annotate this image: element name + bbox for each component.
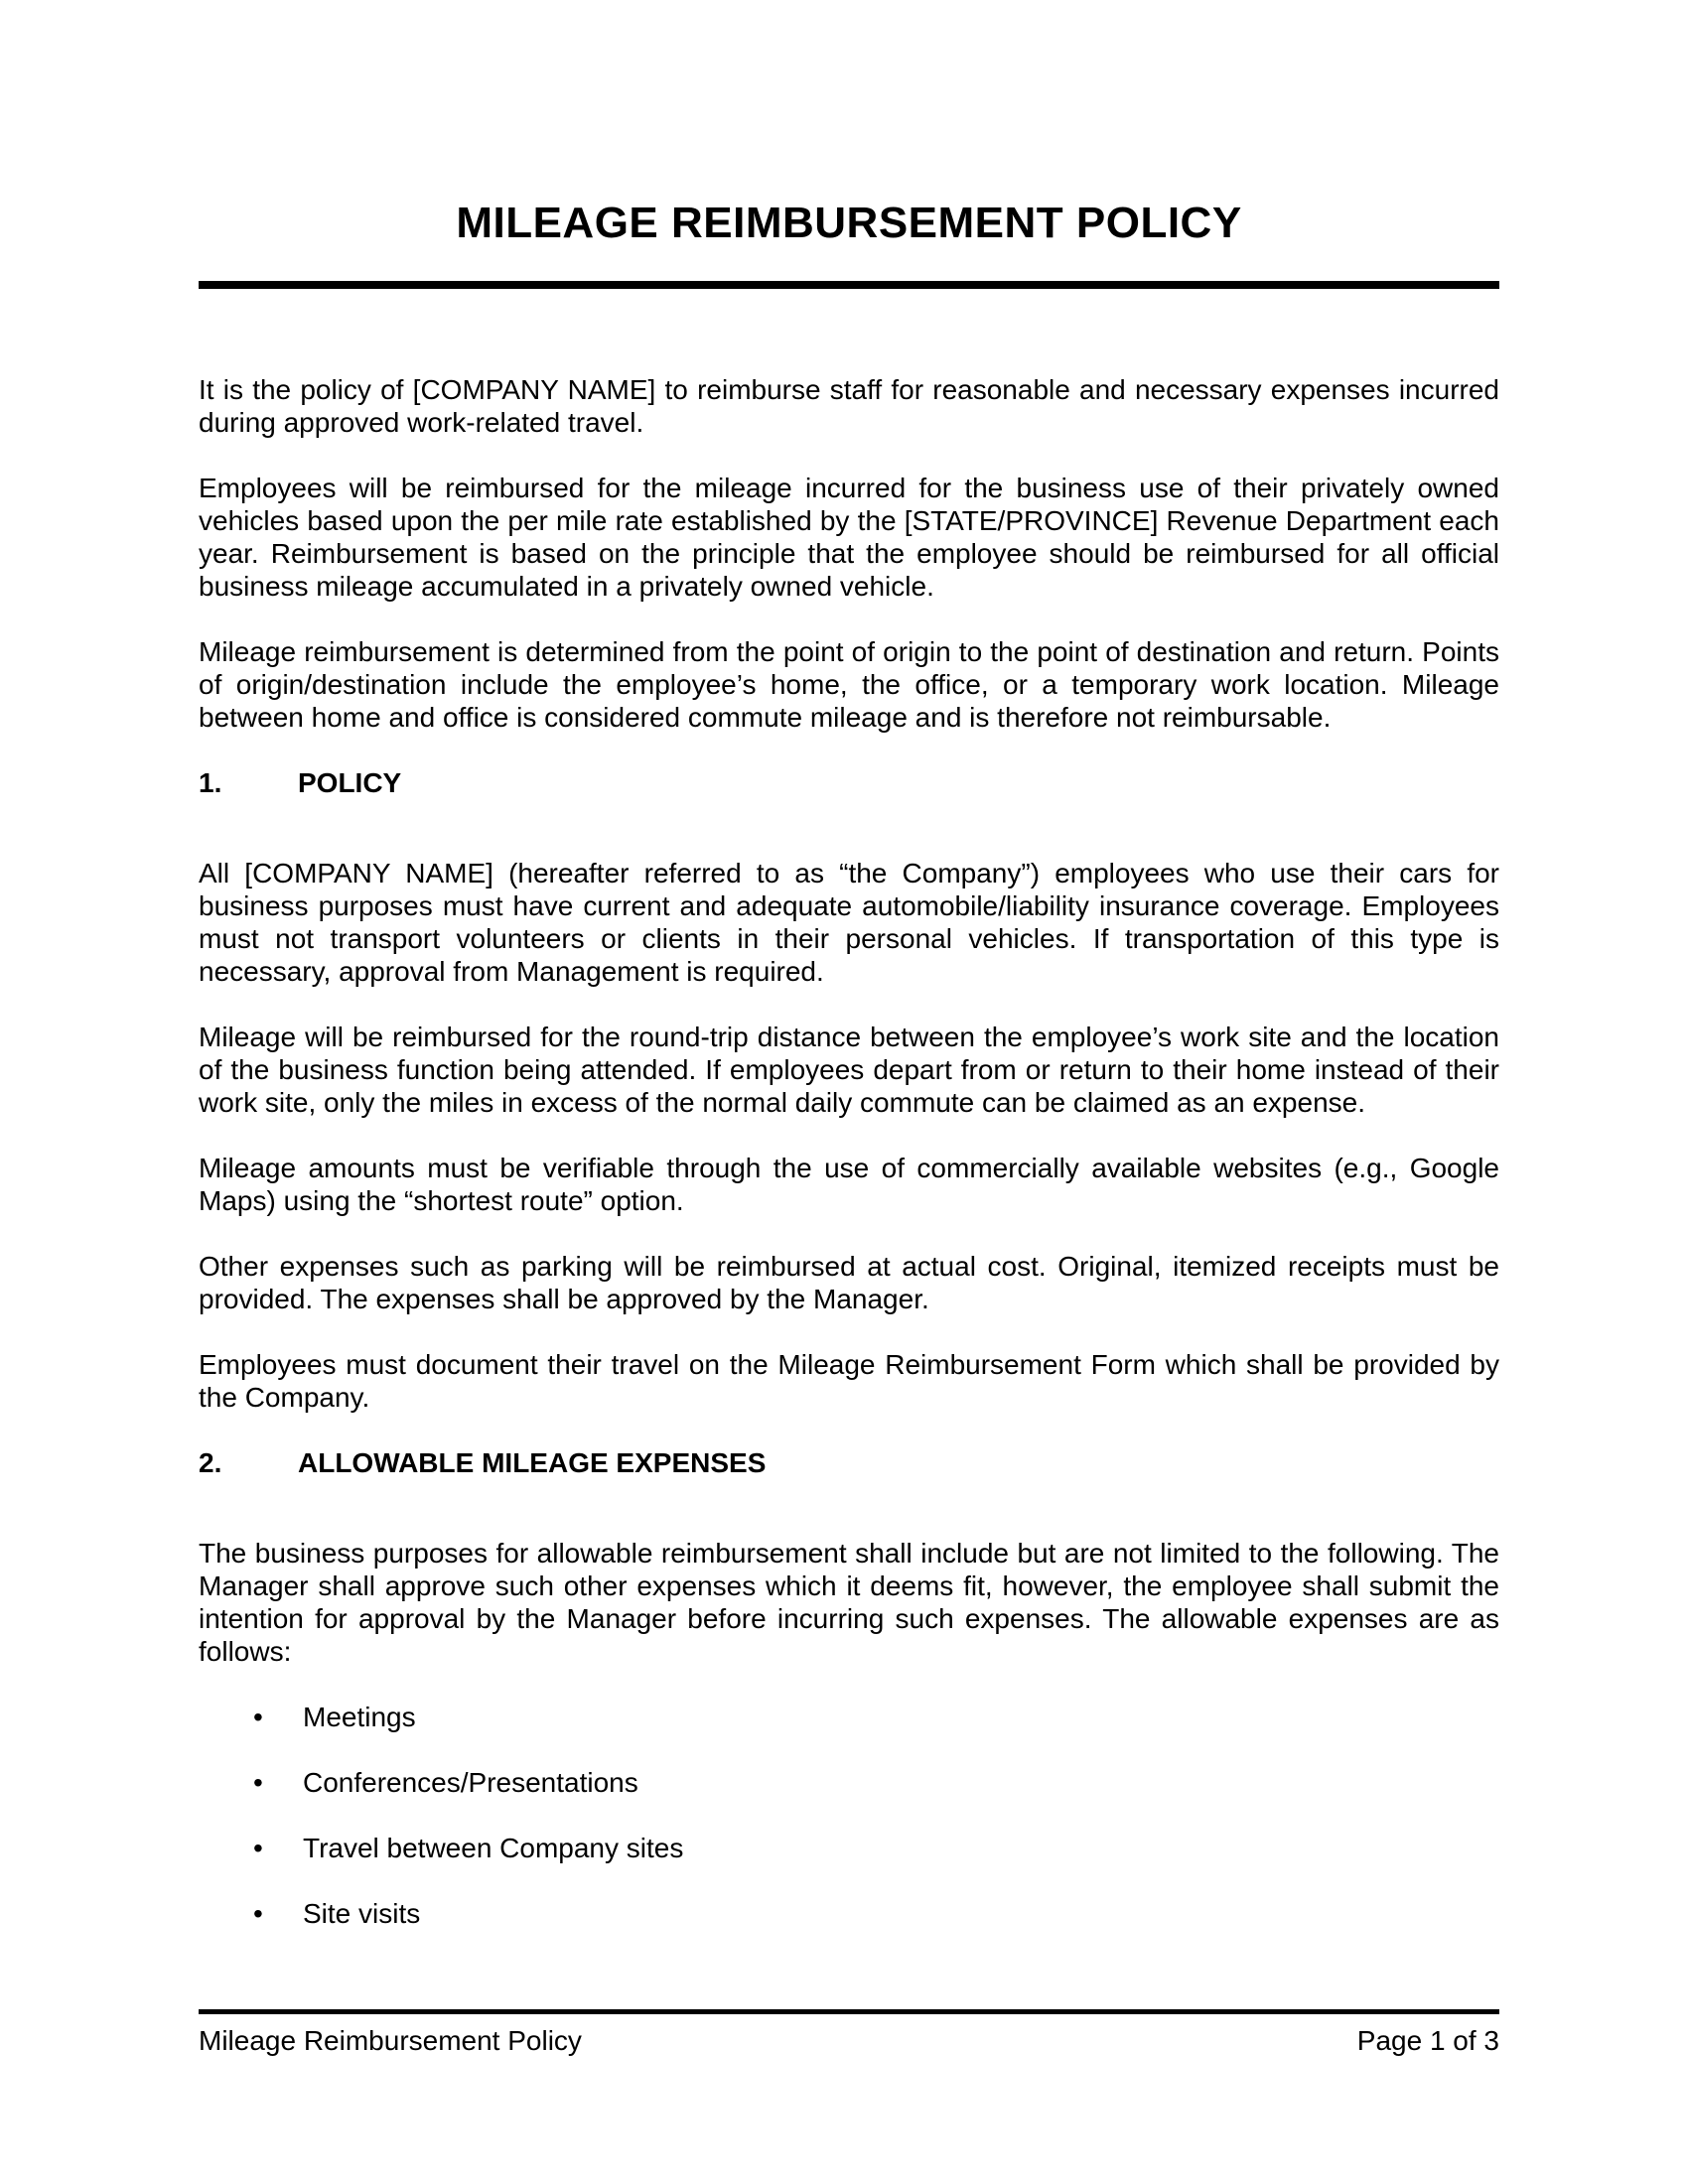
bullet-icon xyxy=(253,1832,303,1864)
policy-paragraph: All [COMPANY NAME] (hereafter referred to as “the Company”) employees who use their cars for business purposes must have current and adequate automobile/liability insurance coverage. Employees must not transport volunteers or clients in their personal vehicles. If transportation of this type is necessary, approval from Management is required. xyxy=(199,858,1499,987)
allowable-expenses-paragraph: The business purposes for allowable reimbursement shall include but are not limited to the following. The Manager shall approve such other expenses which it deems fit, however, the employee shall submit the intention for approval by the Manager before incurring such expenses. The allowable expenses are as follows: xyxy=(199,1538,1499,1667)
list-item-label: Conferences/Presentations xyxy=(303,1767,638,1798)
section-title: POLICY xyxy=(298,767,402,798)
footer-row xyxy=(199,2024,1499,2057)
page-footer xyxy=(199,2009,1499,2057)
section-heading-policy xyxy=(199,766,1499,799)
list-item-label: Meetings xyxy=(303,1702,416,1732)
policy-paragraph: Employees must document their travel on the Mileage Reimbursement Form which shall be provided by the Company. xyxy=(199,1349,1499,1413)
list-item xyxy=(199,1897,1499,1930)
title-divider xyxy=(199,281,1499,289)
bullet-list xyxy=(199,1701,1499,1930)
list-item xyxy=(199,1832,1499,1864)
section-heading-allowable-mileage-expenses xyxy=(199,1446,1499,1479)
document-title: MILEAGE REIMBURSEMENT POLICY xyxy=(456,199,1242,247)
policy-paragraph: Mileage amounts must be verifiable through the use of commercially available websites (e.g., Google Maps) using the “shortest route” option. xyxy=(199,1153,1499,1216)
policy-paragraph: Other expenses such as parking will be reimbursed at actual cost. Original, itemized receipts must be provided. The expenses shall be approved by the Manager. xyxy=(199,1251,1499,1314)
section-number: 1. xyxy=(199,767,222,798)
section-number: 2. xyxy=(199,1447,222,1478)
list-item-label: Travel between Company sites xyxy=(303,1833,684,1863)
document-body xyxy=(199,373,1499,1930)
footer-page-number: Page 1 of 3 xyxy=(1356,2025,1499,2056)
list-item xyxy=(199,1766,1499,1799)
intro-paragraph: Mileage reimbursement is determined from the point of origin to the point of destination and return. Points of origin/destination include the employee’s home, the office, or a temporary work location. Mileage between home and office is considered commute mileage and is therefore not reimbursable. xyxy=(199,636,1499,733)
list-item xyxy=(199,1701,1499,1733)
intro-paragraph: Employees will be reimbursed for the mileage incurred for the business use of their privately owned vehicles based upon the per mile rate established by the [STATE/PROVINCE] Revenue Department each year. Reimbursement is based on the principle that the employee should be reimbursed for all official business mileage accumulated in a privately owned vehicle. xyxy=(199,473,1499,602)
policy-paragraph: Mileage will be reimbursed for the round-trip distance between the employee’s work site and the location of the business function being attended. If employees depart from or return to their home instead of their work site, only the miles in excess of the normal daily commute can be claimed as an expense. xyxy=(199,1022,1499,1118)
list-item-label: Site visits xyxy=(303,1898,421,1929)
bullet-icon xyxy=(253,1701,303,1733)
footer-doc-title: Mileage Reimbursement Policy xyxy=(199,2025,582,2056)
bullet-icon xyxy=(253,1897,303,1930)
bullet-icon xyxy=(253,1766,303,1799)
footer-divider xyxy=(199,2009,1499,2014)
intro-paragraph: It is the policy of [COMPANY NAME] to reimburse staff for reasonable and necessary expenses incurred during approved work-related travel. xyxy=(199,374,1499,438)
section-title: ALLOWABLE MILEAGE EXPENSES xyxy=(298,1447,767,1478)
